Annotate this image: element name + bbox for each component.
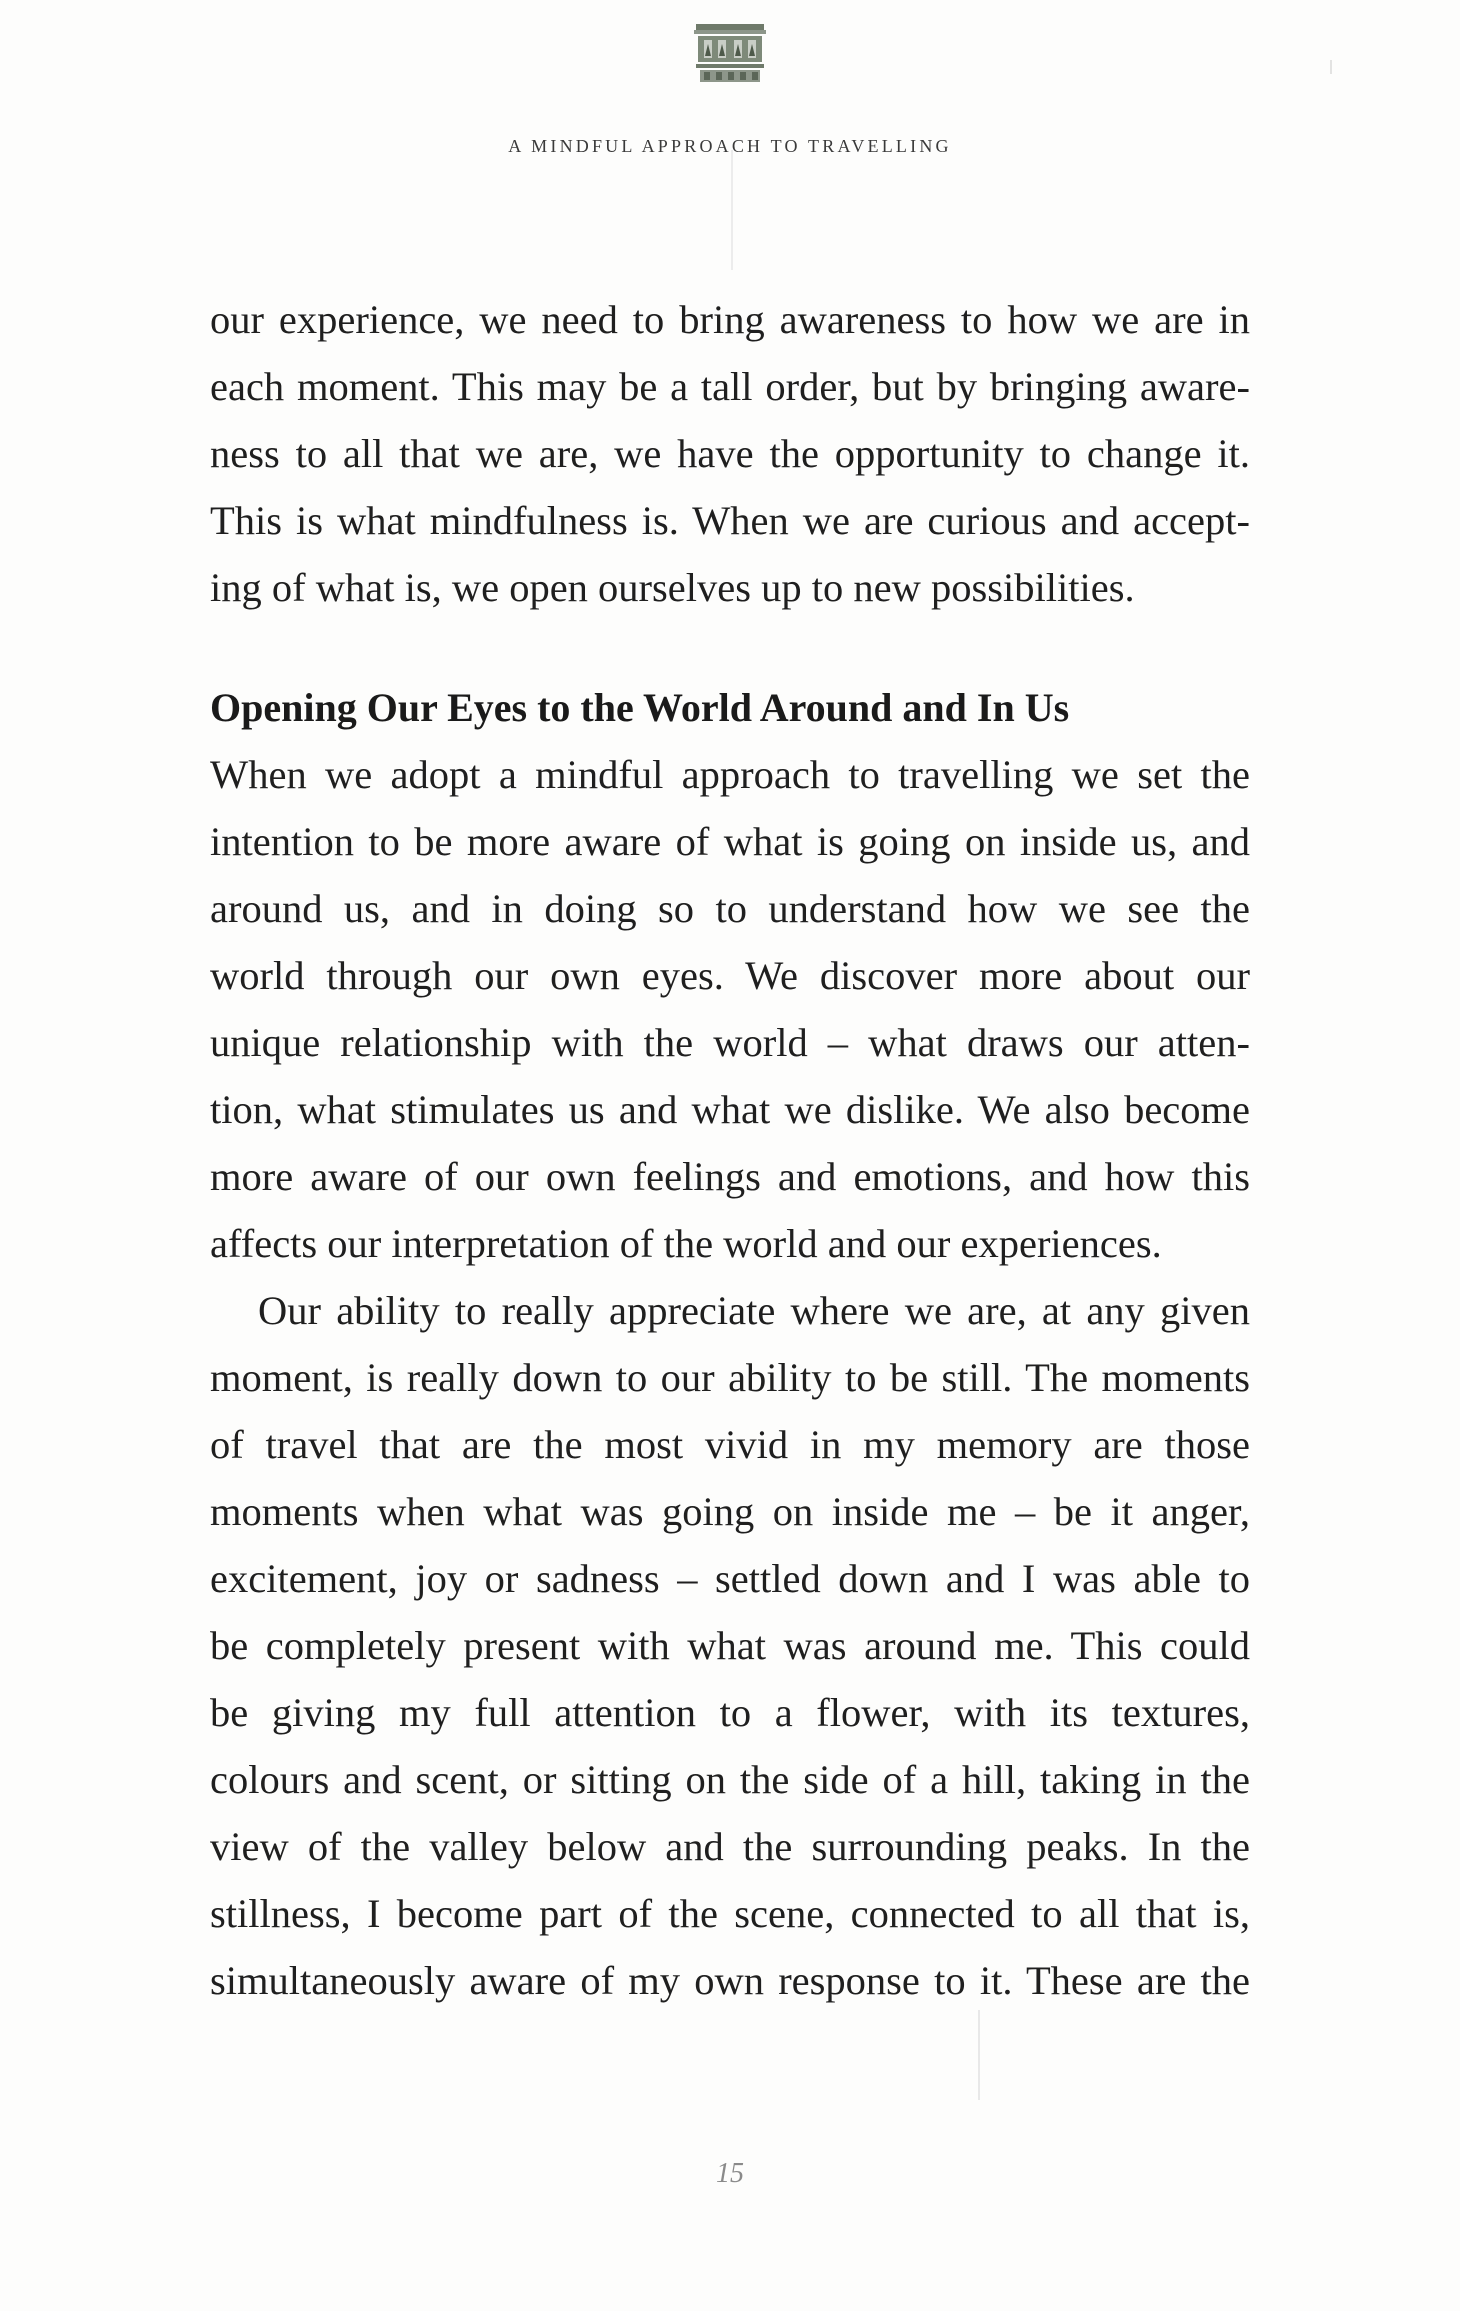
- text-line: When we adopt a mindful approach to travelling we set the: [210, 752, 1250, 797]
- page-number: 15: [716, 2158, 744, 2189]
- running-title: A MINDFUL APPROACH TO TRAVELLING: [508, 136, 952, 156]
- building-emblem-icon: [692, 24, 768, 88]
- text-line: be giving my full attention to a flower, with its textures,: [210, 1690, 1250, 1735]
- text-line: simultaneously aware of my own response to it. These are the: [210, 1958, 1250, 2003]
- section-heading: Opening Our Eyes to the World Around and In Us: [210, 685, 1070, 730]
- text-line: of travel that are the most vivid in my memory are those: [210, 1422, 1250, 1467]
- text-line: each moment. This may be a tall order, but by bringing aware-: [210, 364, 1250, 409]
- text-line: ness to all that we are, we have the opportunity to change it.: [210, 431, 1250, 476]
- text-line: around us, and in doing so to understand how we see the: [210, 886, 1250, 931]
- text-line: intention to be more aware of what is going on inside us, and: [210, 819, 1250, 864]
- text-line: Our ability to really appreciate where we are, at any given: [258, 1288, 1250, 1333]
- text-line: colours and scent, or sitting on the side of a hill, taking in the: [210, 1757, 1250, 1802]
- text-line: view of the valley below and the surrounding peaks. In the: [210, 1824, 1250, 1869]
- scan-speck: [1330, 60, 1332, 74]
- scan-speck: [731, 150, 733, 270]
- text-line: more aware of our own feelings and emotions, and how this: [210, 1154, 1250, 1199]
- paragraph-2: [210, 741, 1250, 1277]
- text-line: This is what mindfulness is. When we are curious and accept-: [210, 498, 1250, 543]
- text-line: world through our own eyes. We discover more about our: [210, 953, 1250, 998]
- text-line: our experience, we need to bring awareness to how we are in: [210, 297, 1250, 342]
- paragraph-1: [210, 286, 1250, 621]
- text-line: excitement, joy or sadness – settled down and I was able to: [210, 1556, 1250, 1601]
- text-line: moment, is really down to our ability to be still. The moments: [210, 1355, 1250, 1400]
- text-line: moments when what was going on inside me – be it anger,: [210, 1489, 1250, 1534]
- text-line: be completely present with what was around me. This could: [210, 1623, 1250, 1668]
- text-line: unique relationship with the world – what draws our atten-: [210, 1020, 1250, 1065]
- running-head: [0, 24, 1460, 157]
- body-text: [210, 286, 1250, 2014]
- text-line: ing of what is, we open ourselves up to new possibilities.: [210, 565, 1135, 610]
- text-line: affects our interpretation of the world and our experiences.: [210, 1221, 1162, 1266]
- scan-speck: [978, 2010, 980, 2100]
- paragraph-3: [210, 1277, 1250, 2014]
- text-line: tion, what stimulates us and what we dislike. We also become: [210, 1087, 1250, 1132]
- text-line: stillness, I become part of the scene, connected to all that is,: [210, 1891, 1250, 1936]
